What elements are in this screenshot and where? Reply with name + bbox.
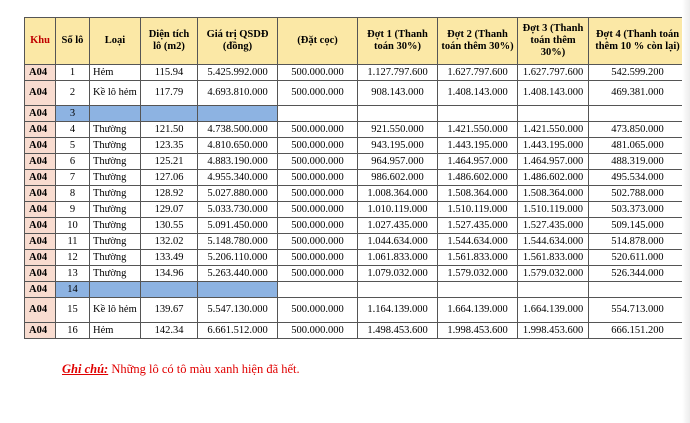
cell-khu: A04: [25, 202, 56, 218]
cell-khu: A04: [25, 154, 56, 170]
table-row: [25, 218, 687, 234]
cell-dot2: 1.627.797.600: [438, 65, 518, 81]
cell-gia-tri: 5.547.130.000: [198, 298, 278, 323]
cell-loai: Thường: [90, 234, 141, 250]
cell-dot4: [589, 106, 687, 122]
cell-so-lo: 13: [56, 266, 90, 282]
cell-dot3: 1.544.634.000: [518, 234, 589, 250]
cell-dot2: [438, 282, 518, 298]
header-so-lo: Số lô: [56, 18, 90, 65]
cell-dot2: 1.421.550.000: [438, 122, 518, 138]
cell-dat-coc: 500.000.000: [278, 138, 358, 154]
cell-dot1: 921.550.000: [358, 122, 438, 138]
cell-dot2: 1.486.602.000: [438, 170, 518, 186]
cell-dot1: [358, 106, 438, 122]
table-body: [25, 65, 687, 339]
cell-dat-coc: [278, 106, 358, 122]
cell-dot1: [358, 282, 438, 298]
cell-khu: A04: [25, 266, 56, 282]
cell-so-lo: 1: [56, 65, 90, 81]
header-dat-coc: (Đặt cọc): [278, 18, 358, 65]
cell-khu: A04: [25, 186, 56, 202]
cell-gia-tri: 5.206.110.000: [198, 250, 278, 266]
cell-dot1: 1.498.453.600: [358, 323, 438, 339]
cell-dat-coc: 500.000.000: [278, 218, 358, 234]
cell-gia-tri: 4.738.500.000: [198, 122, 278, 138]
cell-dien-tich: 123.35: [141, 138, 198, 154]
cell-loai: Kề lô hẻm: [90, 298, 141, 323]
cell-dien-tich: 128.92: [141, 186, 198, 202]
cell-dot2: 1.579.032.000: [438, 266, 518, 282]
cell-so-lo: 15: [56, 298, 90, 323]
cell-khu: A04: [25, 81, 56, 106]
cell-khu: A04: [25, 170, 56, 186]
cell-gia-tri: 5.033.730.000: [198, 202, 278, 218]
table-row: [25, 266, 687, 282]
cell-gia-tri: 5.263.440.000: [198, 266, 278, 282]
cell-dot1: 1.164.139.000: [358, 298, 438, 323]
cell-so-lo: 7: [56, 170, 90, 186]
table-row: [25, 282, 687, 298]
table-row: [25, 234, 687, 250]
cell-so-lo: 14: [56, 282, 90, 298]
cell-dot4: 495.534.000: [589, 170, 687, 186]
cell-gia-tri: [198, 106, 278, 122]
header-loai: Loại: [90, 18, 141, 65]
table-row: [25, 122, 687, 138]
cell-dot3: 1.664.139.000: [518, 298, 589, 323]
cell-dot4: 520.611.000: [589, 250, 687, 266]
cell-dien-tich: 121.50: [141, 122, 198, 138]
cell-dien-tich: 125.21: [141, 154, 198, 170]
cell-dot2: 1.408.143.000: [438, 81, 518, 106]
cell-dot1: 1.027.435.000: [358, 218, 438, 234]
cell-dot3: 1.421.550.000: [518, 122, 589, 138]
cell-dot4: 509.145.000: [589, 218, 687, 234]
cell-gia-tri: 4.810.650.000: [198, 138, 278, 154]
cell-dot3: [518, 106, 589, 122]
cell-loai: Thường: [90, 266, 141, 282]
cell-khu: A04: [25, 106, 56, 122]
cell-khu: A04: [25, 282, 56, 298]
cell-dien-tich: 115.94: [141, 65, 198, 81]
table-row: [25, 186, 687, 202]
cell-gia-tri: 4.693.810.000: [198, 81, 278, 106]
cell-loai: Thường: [90, 186, 141, 202]
cell-dot2: 1.998.453.600: [438, 323, 518, 339]
cell-dot4: 666.151.200: [589, 323, 687, 339]
cell-so-lo: 4: [56, 122, 90, 138]
table-row: [25, 298, 687, 323]
table-row: [25, 106, 687, 122]
cell-dien-tich: 142.34: [141, 323, 198, 339]
cell-dot1: 908.143.000: [358, 81, 438, 106]
cell-dot4: [589, 282, 687, 298]
table-row: [25, 81, 687, 106]
table-row: [25, 323, 687, 339]
table-row: [25, 202, 687, 218]
header-dot4: Đợt 4 (Thanh toán thêm 10 % còn lại): [589, 18, 687, 65]
cell-gia-tri: 5.148.780.000: [198, 234, 278, 250]
cell-dien-tich: 127.06: [141, 170, 198, 186]
cell-khu: A04: [25, 323, 56, 339]
cell-dot2: 1.561.833.000: [438, 250, 518, 266]
cell-dot3: [518, 282, 589, 298]
cell-gia-tri: 4.883.190.000: [198, 154, 278, 170]
cell-dat-coc: 500.000.000: [278, 250, 358, 266]
cell-dot1: 1.061.833.000: [358, 250, 438, 266]
cell-gia-tri: 4.955.340.000: [198, 170, 278, 186]
cell-so-lo: 3: [56, 106, 90, 122]
cell-dot3: 1.561.833.000: [518, 250, 589, 266]
cell-dat-coc: 500.000.000: [278, 186, 358, 202]
cell-so-lo: 6: [56, 154, 90, 170]
cell-so-lo: 5: [56, 138, 90, 154]
header-dot3: Đợt 3 (Thanh toán thêm 30%): [518, 18, 589, 65]
cell-dot3: 1.998.453.600: [518, 323, 589, 339]
cell-dot4: 514.878.000: [589, 234, 687, 250]
header-gia-tri: Giá trị QSDĐ (đồng): [198, 18, 278, 65]
table-row: [25, 138, 687, 154]
cell-dot3: 1.627.797.600: [518, 65, 589, 81]
cell-dot1: 1.008.364.000: [358, 186, 438, 202]
cell-dot4: 542.599.200: [589, 65, 687, 81]
footnote: [62, 362, 300, 377]
cell-dot2: 1.464.957.000: [438, 154, 518, 170]
table-row: [25, 65, 687, 81]
cell-loai: Hẻm: [90, 65, 141, 81]
cell-loai: Thường: [90, 250, 141, 266]
cell-so-lo: 2: [56, 81, 90, 106]
cell-dat-coc: 500.000.000: [278, 122, 358, 138]
cell-dien-tich: 139.67: [141, 298, 198, 323]
cell-dot1: 964.957.000: [358, 154, 438, 170]
cell-gia-tri: [198, 282, 278, 298]
cell-loai: Thường: [90, 202, 141, 218]
cell-dot2: 1.544.634.000: [438, 234, 518, 250]
cell-khu: A04: [25, 234, 56, 250]
cell-loai: Kề lô hẻm: [90, 81, 141, 106]
cell-khu: A04: [25, 218, 56, 234]
cell-dot1: 1.010.119.000: [358, 202, 438, 218]
cell-dot3: 1.508.364.000: [518, 186, 589, 202]
cell-dot4: 473.850.000: [589, 122, 687, 138]
cell-dot4: 469.381.000: [589, 81, 687, 106]
cell-dot1: 943.195.000: [358, 138, 438, 154]
cell-dot1: 986.602.000: [358, 170, 438, 186]
cell-gia-tri: 5.091.450.000: [198, 218, 278, 234]
cell-dat-coc: 500.000.000: [278, 234, 358, 250]
cell-dat-coc: 500.000.000: [278, 81, 358, 106]
cell-khu: A04: [25, 138, 56, 154]
cell-gia-tri: 5.425.992.000: [198, 65, 278, 81]
cell-khu: A04: [25, 65, 56, 81]
cell-dien-tich: 129.07: [141, 202, 198, 218]
cell-dot2: [438, 106, 518, 122]
cell-loai: Thường: [90, 122, 141, 138]
cell-so-lo: 10: [56, 218, 90, 234]
cell-dot4: 502.788.000: [589, 186, 687, 202]
cell-so-lo: 8: [56, 186, 90, 202]
cell-dot4: 554.713.000: [589, 298, 687, 323]
cell-dien-tich: 132.02: [141, 234, 198, 250]
cell-dot3: 1.443.195.000: [518, 138, 589, 154]
cell-khu: A04: [25, 122, 56, 138]
cell-dien-tich: 133.49: [141, 250, 198, 266]
cell-gia-tri: 6.661.512.000: [198, 323, 278, 339]
header-dot2: Đợt 2 (Thanh toán thêm 30%): [438, 18, 518, 65]
cell-dat-coc: 500.000.000: [278, 154, 358, 170]
cell-dien-tich: 130.55: [141, 218, 198, 234]
cell-loai: [90, 282, 141, 298]
cell-loai: [90, 106, 141, 122]
cell-dat-coc: 500.000.000: [278, 298, 358, 323]
price-table: [24, 17, 687, 339]
table-row: [25, 170, 687, 186]
cell-loai: Thường: [90, 170, 141, 186]
cell-dot2: 1.510.119.000: [438, 202, 518, 218]
cell-dat-coc: 500.000.000: [278, 323, 358, 339]
cell-dot2: 1.527.435.000: [438, 218, 518, 234]
cell-dot3: 1.464.957.000: [518, 154, 589, 170]
cell-dat-coc: 500.000.000: [278, 266, 358, 282]
cell-dat-coc: 500.000.000: [278, 65, 358, 81]
cell-dien-tich: [141, 282, 198, 298]
cell-gia-tri: 5.027.880.000: [198, 186, 278, 202]
footnote-text: Những lô có tô màu xanh hiện đã hết.: [108, 362, 300, 376]
header-row: [25, 18, 687, 65]
cell-dot4: 503.373.000: [589, 202, 687, 218]
table-row: [25, 250, 687, 266]
cell-dot4: 481.065.000: [589, 138, 687, 154]
header-dien-tich: Diện tích lô (m2): [141, 18, 198, 65]
cell-dot1: 1.127.797.600: [358, 65, 438, 81]
cell-dien-tich: [141, 106, 198, 122]
cell-dot2: 1.508.364.000: [438, 186, 518, 202]
cell-dot2: 1.443.195.000: [438, 138, 518, 154]
cell-dat-coc: 500.000.000: [278, 170, 358, 186]
header-khu: Khu: [25, 18, 56, 65]
cell-dot3: 1.579.032.000: [518, 266, 589, 282]
cell-khu: A04: [25, 250, 56, 266]
cell-dot3: 1.486.602.000: [518, 170, 589, 186]
table-row: [25, 154, 687, 170]
header-dot1: Đợt 1 (Thanh toán 30%): [358, 18, 438, 65]
cell-loai: Thường: [90, 138, 141, 154]
cell-so-lo: 16: [56, 323, 90, 339]
cell-khu: A04: [25, 298, 56, 323]
cell-so-lo: 12: [56, 250, 90, 266]
cell-dot2: 1.664.139.000: [438, 298, 518, 323]
cell-loai: Thường: [90, 154, 141, 170]
cell-loai: Thường: [90, 218, 141, 234]
cell-dot1: 1.079.032.000: [358, 266, 438, 282]
cell-dat-coc: 500.000.000: [278, 202, 358, 218]
cell-dat-coc: [278, 282, 358, 298]
cell-dot3: 1.510.119.000: [518, 202, 589, 218]
cell-dien-tich: 117.79: [141, 81, 198, 106]
cell-dot3: 1.408.143.000: [518, 81, 589, 106]
cell-dot3: 1.527.435.000: [518, 218, 589, 234]
cell-dot1: 1.044.634.000: [358, 234, 438, 250]
footnote-label: Ghi chú:: [62, 362, 109, 376]
cell-dot4: 526.344.000: [589, 266, 687, 282]
cell-dien-tich: 134.96: [141, 266, 198, 282]
cell-loai: Hẻm: [90, 323, 141, 339]
cell-dot4: 488.319.000: [589, 154, 687, 170]
cell-so-lo: 11: [56, 234, 90, 250]
cell-so-lo: 9: [56, 202, 90, 218]
